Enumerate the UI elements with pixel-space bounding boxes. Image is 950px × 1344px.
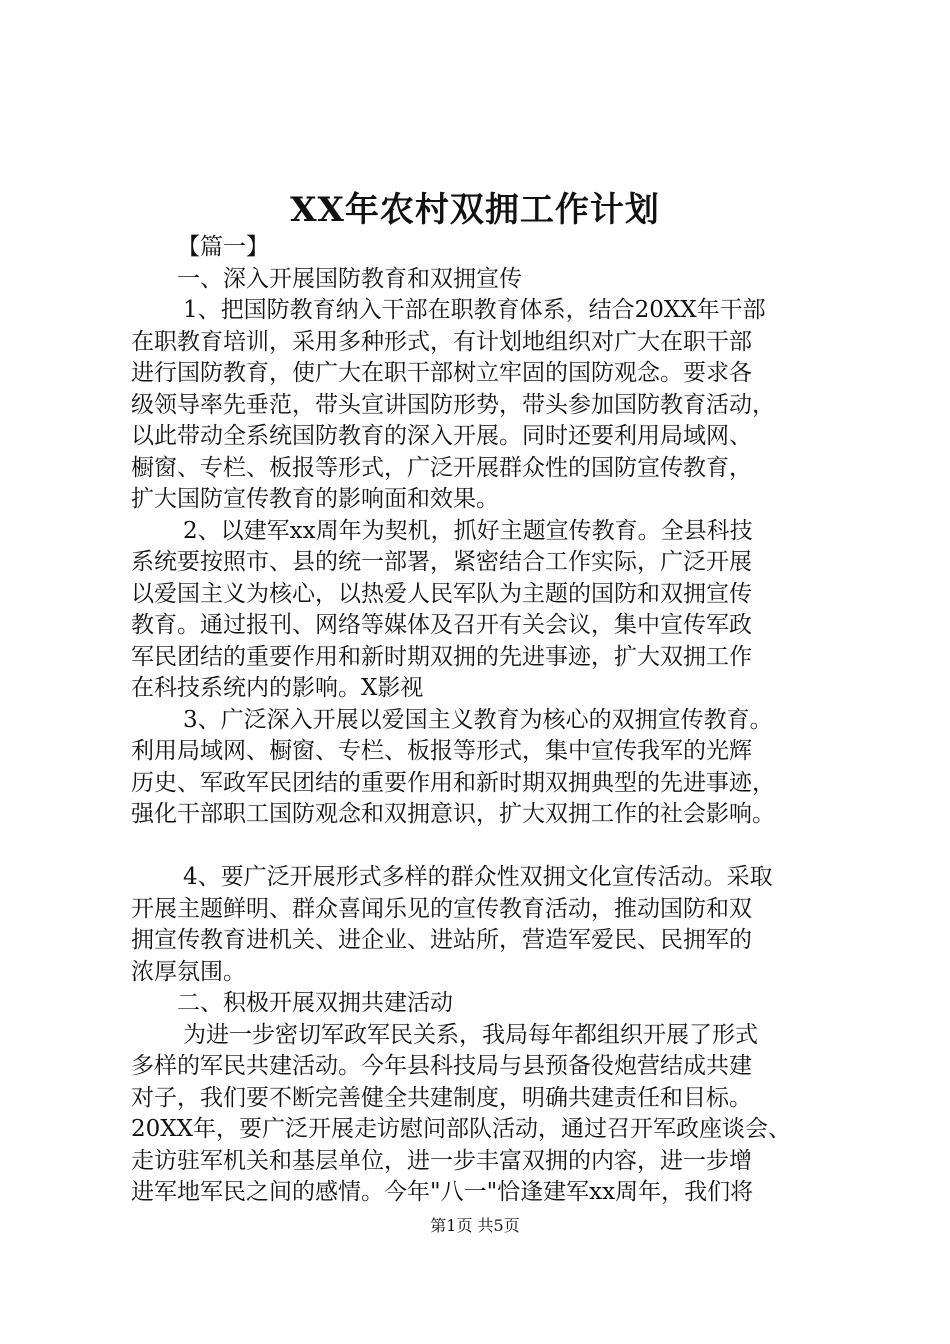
paragraph-line: 20XX年，要广泛开展走访慰问部队活动，通过召开军政座谈会、 [131,1116,792,1142]
paragraph-line: 进军地军民之间的感情。今年"八一"恰逢建军xx周年，我们将 [131,1179,754,1205]
page-number: 第1页 共5页 [430,1216,520,1235]
paragraph-line: 扩大国防宣传教育的影响面和效果。 [131,486,499,512]
paragraph-line: 历史、军政军民团结的重要作用和新时期双拥典型的先进事迹， [131,769,775,796]
paragraph-line: 对子，我们要不断完善健全共建制度，明确共建责任和目标。 [131,1084,752,1111]
paragraph-line: 强化干部职工国防观念和双拥意识，扩大双拥工作的社会影响。 [131,801,775,827]
paragraph-line: 在科技系统内的影响。X影视 [131,675,424,701]
paragraph-line: 为进一步密切军政军民关系，我局每年都组织开展了形式 [183,1021,758,1048]
paragraph-line: 多样的军民共建活动。今年县科技局与县预备役炮营结成共建 [131,1053,752,1079]
paragraph-line: 军民团结的重要作用和新时期双拥的先进事迹，扩大双拥工作 [131,643,752,670]
paragraph-line: 1、把国防教育纳入干部在职教育体系，结合20XX年干部 [183,297,766,323]
section-heading: 一、深入开展国防教育和双拥宣传 [177,265,522,292]
paragraph-line: 利用局域网、橱窗、专栏、板报等形式，集中宣传我军的光辉 [131,738,752,764]
paragraph-line: 走访驻军机关和基层单位，进一步丰富双拥的内容，进一步增 [131,1147,752,1174]
document-title: XX年农村双拥工作计划 [290,190,660,230]
paragraph-line: 3、广泛深入开展以爱国主义教育为核心的双拥宣传教育。 [183,706,773,733]
paragraph-line: 进行国防教育，使广大在职干部树立牢固的国防观念。要求各 [131,360,752,386]
paragraph-line: 以此带动全系统国防教育的深入开展。同时还要利用局域网、 [131,423,752,449]
paragraph-line: 在职教育培训，采用多种形式，有计划地组织对广大在职干部 [131,328,752,355]
blank-line [131,831,841,863]
paragraph-line: 教育。通过报刊、网络等媒体及召开有关会议，集中宣传军政 [131,612,752,638]
paragraph-line: 2、以建军xx周年为契机，抓好主题宣传教育。全县科技 [183,517,753,544]
paragraph-line: 橱窗、专栏、板报等形式，广泛开展群众性的国防宣传教育， [131,454,752,481]
paragraph-line: 级领导率先垂范，带头宣讲国防形势，带头参加国防教育活动， [131,391,775,418]
document-body [131,232,841,1209]
paragraph-line: 拥宣传教育进机关、进企业、进站所，营造军爱民、民拥军的 [131,927,752,953]
paragraph-line: 开展主题鲜明、群众喜闻乐见的宣传教育活动，推动国防和双 [131,895,752,922]
section-label: 【篇一】 [177,234,269,260]
paragraph-line: 浓厚氛围。 [131,958,246,985]
section-heading: 二、积极开展双拥共建活动 [177,990,453,1016]
paragraph-line: 4、要广泛开展形式多样的群众性双拥文化宣传活动。采取 [183,864,773,890]
paragraph-line: 以爱国主义为核心，以热爱人民军队为主题的国防和双拥宣传 [131,580,752,607]
paragraph-line: 系统要按照市、县的统一部署，紧密结合工作实际，广泛开展 [131,549,752,575]
